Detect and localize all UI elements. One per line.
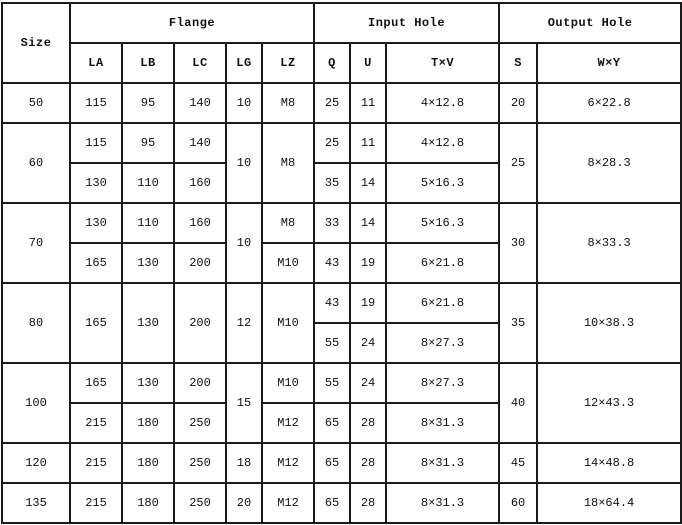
cell-lc: 200 xyxy=(174,243,226,283)
cell-la: 130 xyxy=(70,163,122,203)
cell-q: 55 xyxy=(314,323,350,363)
header-flange: Flange xyxy=(70,3,314,43)
cell-u: 11 xyxy=(350,123,386,163)
cell-txv: 4×12.8 xyxy=(386,83,499,123)
header-lc: LC xyxy=(174,43,226,83)
table-row xyxy=(2,483,681,523)
cell-u: 28 xyxy=(350,443,386,483)
cell-la: 165 xyxy=(70,283,122,363)
cell-lb: 180 xyxy=(122,443,174,483)
cell-lz: M10 xyxy=(262,283,314,363)
cell-la: 115 xyxy=(70,123,122,163)
header-input-hole: Input Hole xyxy=(314,3,499,43)
header-la: LA xyxy=(70,43,122,83)
cell-lz: M8 xyxy=(262,83,314,123)
table-row xyxy=(2,363,681,403)
cell-lg: 10 xyxy=(226,123,262,203)
cell-u: 28 xyxy=(350,483,386,523)
spec-table xyxy=(1,2,682,524)
header-output-hole: Output Hole xyxy=(499,3,681,43)
cell-la: 115 xyxy=(70,83,122,123)
cell-q: 35 xyxy=(314,163,350,203)
cell-lc: 160 xyxy=(174,163,226,203)
cell-lb: 130 xyxy=(122,243,174,283)
cell-lb: 130 xyxy=(122,363,174,403)
cell-txv: 5×16.3 xyxy=(386,203,499,243)
header-u: U xyxy=(350,43,386,83)
cell-txv: 8×31.3 xyxy=(386,403,499,443)
cell-s: 45 xyxy=(499,443,537,483)
cell-q: 55 xyxy=(314,363,350,403)
cell-txv: 6×21.8 xyxy=(386,243,499,283)
cell-lc: 250 xyxy=(174,443,226,483)
cell-size: 70 xyxy=(2,203,70,283)
header-lg: LG xyxy=(226,43,262,83)
cell-lg: 15 xyxy=(226,363,262,443)
cell-u: 24 xyxy=(350,363,386,403)
cell-s: 40 xyxy=(499,363,537,443)
cell-q: 43 xyxy=(314,283,350,323)
cell-lz: M8 xyxy=(262,203,314,243)
cell-la: 215 xyxy=(70,403,122,443)
cell-lb: 95 xyxy=(122,83,174,123)
cell-lb: 180 xyxy=(122,403,174,443)
cell-q: 65 xyxy=(314,403,350,443)
cell-u: 19 xyxy=(350,243,386,283)
cell-s: 20 xyxy=(499,83,537,123)
cell-lz: M10 xyxy=(262,243,314,283)
cell-q: 25 xyxy=(314,123,350,163)
table-row xyxy=(2,83,681,123)
cell-u: 14 xyxy=(350,163,386,203)
cell-u: 14 xyxy=(350,203,386,243)
cell-s: 35 xyxy=(499,283,537,363)
cell-lc: 140 xyxy=(174,83,226,123)
cell-lb: 180 xyxy=(122,483,174,523)
header-wxy: W×Y xyxy=(537,43,681,83)
table-row xyxy=(2,443,681,483)
cell-lg: 18 xyxy=(226,443,262,483)
cell-lz: M12 xyxy=(262,403,314,443)
header-txv: T×V xyxy=(386,43,499,83)
cell-lg: 10 xyxy=(226,203,262,283)
cell-wxy: 14×48.8 xyxy=(537,443,681,483)
cell-size: 135 xyxy=(2,483,70,523)
cell-wxy: 8×33.3 xyxy=(537,203,681,283)
cell-la: 130 xyxy=(70,203,122,243)
cell-lg: 20 xyxy=(226,483,262,523)
cell-lz: M8 xyxy=(262,123,314,203)
cell-u: 28 xyxy=(350,403,386,443)
cell-q: 43 xyxy=(314,243,350,283)
header-lb: LB xyxy=(122,43,174,83)
cell-size: 100 xyxy=(2,363,70,443)
cell-q: 33 xyxy=(314,203,350,243)
header-size: Size xyxy=(2,3,70,83)
cell-lc: 200 xyxy=(174,363,226,403)
table-row xyxy=(2,203,681,243)
cell-s: 30 xyxy=(499,203,537,283)
cell-lz: M12 xyxy=(262,443,314,483)
cell-q: 65 xyxy=(314,443,350,483)
table-row xyxy=(2,283,681,323)
cell-lb: 130 xyxy=(122,283,174,363)
cell-u: 11 xyxy=(350,83,386,123)
cell-s: 25 xyxy=(499,123,537,203)
cell-lg: 10 xyxy=(226,83,262,123)
cell-lg: 12 xyxy=(226,283,262,363)
cell-lb: 110 xyxy=(122,163,174,203)
cell-wxy: 6×22.8 xyxy=(537,83,681,123)
cell-lc: 250 xyxy=(174,483,226,523)
cell-txv: 8×27.3 xyxy=(386,323,499,363)
cell-txv: 4×12.8 xyxy=(386,123,499,163)
cell-txv: 8×31.3 xyxy=(386,483,499,523)
cell-lb: 95 xyxy=(122,123,174,163)
cell-lz: M12 xyxy=(262,483,314,523)
header-s: S xyxy=(499,43,537,83)
cell-u: 19 xyxy=(350,283,386,323)
cell-wxy: 8×28.3 xyxy=(537,123,681,203)
cell-size: 60 xyxy=(2,123,70,203)
cell-u: 24 xyxy=(350,323,386,363)
cell-lb: 110 xyxy=(122,203,174,243)
cell-size: 120 xyxy=(2,443,70,483)
cell-txv: 5×16.3 xyxy=(386,163,499,203)
cell-q: 25 xyxy=(314,83,350,123)
cell-lz: M10 xyxy=(262,363,314,403)
cell-txv: 8×27.3 xyxy=(386,363,499,403)
cell-txv: 8×31.3 xyxy=(386,443,499,483)
cell-s: 60 xyxy=(499,483,537,523)
cell-q: 65 xyxy=(314,483,350,523)
cell-lc: 160 xyxy=(174,203,226,243)
header-q: Q xyxy=(314,43,350,83)
cell-wxy: 12×43.3 xyxy=(537,363,681,443)
header-lz: LZ xyxy=(262,43,314,83)
cell-la: 165 xyxy=(70,363,122,403)
cell-la: 215 xyxy=(70,443,122,483)
cell-size: 50 xyxy=(2,83,70,123)
cell-la: 165 xyxy=(70,243,122,283)
cell-size: 80 xyxy=(2,283,70,363)
cell-lc: 200 xyxy=(174,283,226,363)
cell-txv: 6×21.8 xyxy=(386,283,499,323)
cell-la: 215 xyxy=(70,483,122,523)
cell-lc: 250 xyxy=(174,403,226,443)
cell-lc: 140 xyxy=(174,123,226,163)
cell-wxy: 18×64.4 xyxy=(537,483,681,523)
cell-wxy: 10×38.3 xyxy=(537,283,681,363)
table-row xyxy=(2,123,681,163)
